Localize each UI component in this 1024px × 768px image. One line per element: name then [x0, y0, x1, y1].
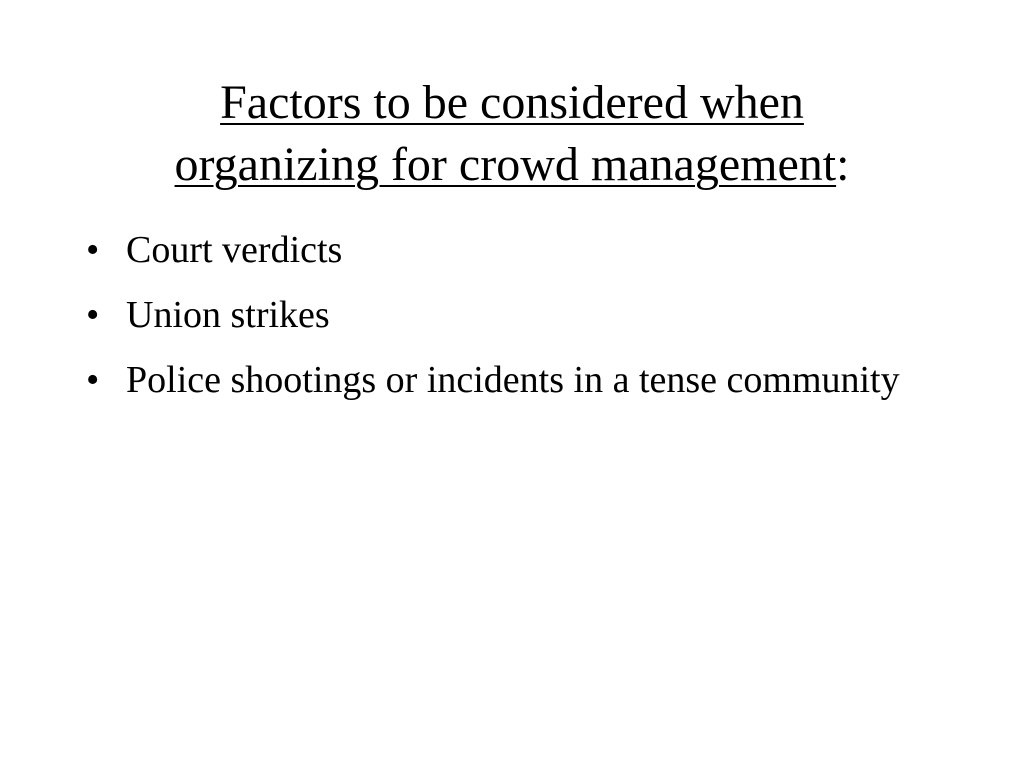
bullet-item: [86, 293, 946, 337]
bullet-item: [86, 358, 946, 402]
bullet-icon: •: [86, 229, 100, 271]
title-line-2: organizing for crowd management: [174, 138, 837, 191]
bullet-text: Court verdicts: [126, 229, 343, 271]
bullet-text: Police shootings or incidents in a tense community: [126, 359, 900, 401]
bullet-list: [86, 228, 946, 423]
bullet-icon: •: [86, 359, 100, 401]
bullet-text: Union strikes: [126, 294, 330, 336]
title-line-1: Factors to be considered when: [220, 76, 804, 129]
bullet-icon: •: [86, 294, 100, 336]
slide-title: [60, 72, 964, 196]
title-colon: :: [836, 138, 850, 191]
bullet-item: [86, 228, 946, 272]
